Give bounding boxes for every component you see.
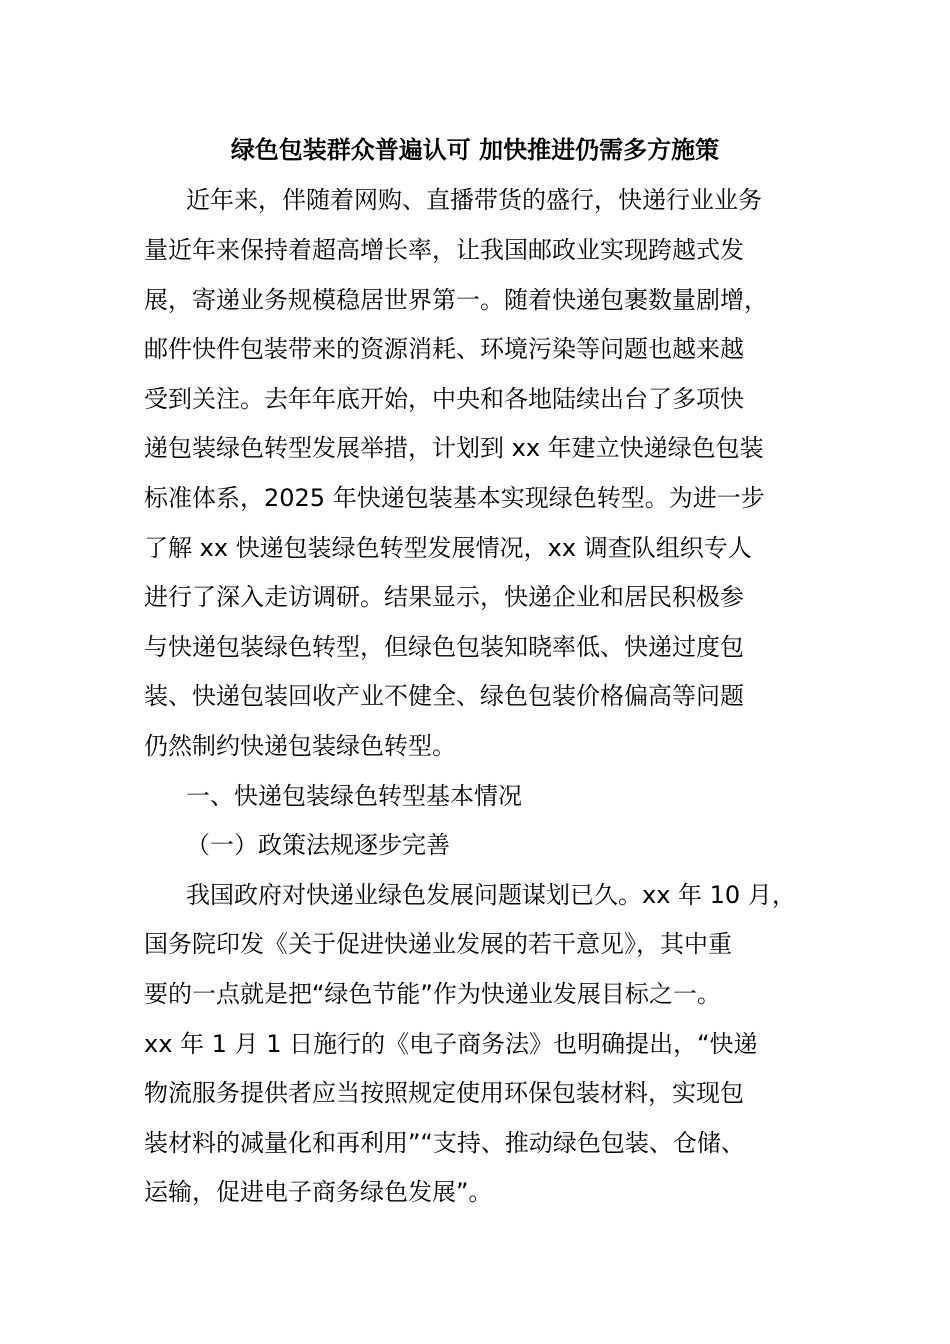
paragraph-2-line-5: 物流服务提供者应当按照规定使用环保包装材料，实现包: [144, 1079, 744, 1107]
paragraph-2-line-2: 国务院印发《关于促进快递业发展的若干意见》，其中重: [144, 930, 732, 958]
paragraph-1-line-2: 量近年来保持着超高增长率，让我国邮政业实现跨越式发: [144, 236, 744, 264]
paragraph-1-line-9: 进行了深入走访调研。结果显示，快递企业和居民积极参: [144, 583, 744, 611]
paragraph-2-line-7: 运输，促进电子商务绿色发展”。: [144, 1178, 493, 1206]
paragraph-2-line-1: 我国政府对快递业绿色发展问题谋划已久。xx 年 10 月，: [186, 881, 796, 909]
paragraph-1-line-5: 受到关注。去年年底开始，中央和各地陆续出台了多项快: [144, 385, 744, 413]
document-title: 绿色包装群众普遍认可 加快推进仍需多方施策: [230, 136, 720, 164]
paragraph-2-line-3: 要的一点就是把“绿色节能”作为快递业发展目标之一。: [144, 980, 721, 1008]
paragraph-2-line-4: xx 年 1 月 1 日施行的《电子商务法》也明确提出，“快递: [144, 1030, 758, 1058]
paragraph-1-line-7: 标准体系，2025 年快递包装基本实现绿色转型。为进一步: [144, 484, 765, 512]
paragraph-1-line-1: 近年来，伴随着网购、直播带货的盛行，快递行业业务: [186, 186, 762, 214]
paragraph-1-line-12: 仍然制约快递包装绿色转型。: [144, 732, 456, 760]
paragraph-1-line-11: 装、快递包装回收产业不健全、绿色包装价格偏高等问题: [144, 682, 744, 710]
section-heading-2: （一）政策法规逐步完善: [186, 831, 450, 859]
paragraph-1-line-8: 了解 xx 快递包装绿色转型发展情况，xx 调查队组织专人: [144, 534, 752, 562]
paragraph-1-line-10: 与快递包装绿色转型，但绿色包装知晓率低、快递过度包: [144, 633, 744, 661]
paragraph-1-line-3: 展，寄递业务规模稳居世界第一。随着快递包裹数量剧增，: [144, 286, 768, 314]
section-heading-1: 一、快递包装绿色转型基本情况: [186, 782, 522, 810]
paragraph-1-line-4: 邮件快件包装带来的资源消耗、环境污染等问题也越来越: [144, 335, 744, 363]
paragraph-1-line-6: 递包装绿色转型发展举措，计划到 xx 年建立快递绿色包装: [144, 434, 764, 462]
paragraph-2-line-6: 装材料的减量化和再利用”“支持、推动绿色包装、仓储、: [144, 1129, 745, 1157]
